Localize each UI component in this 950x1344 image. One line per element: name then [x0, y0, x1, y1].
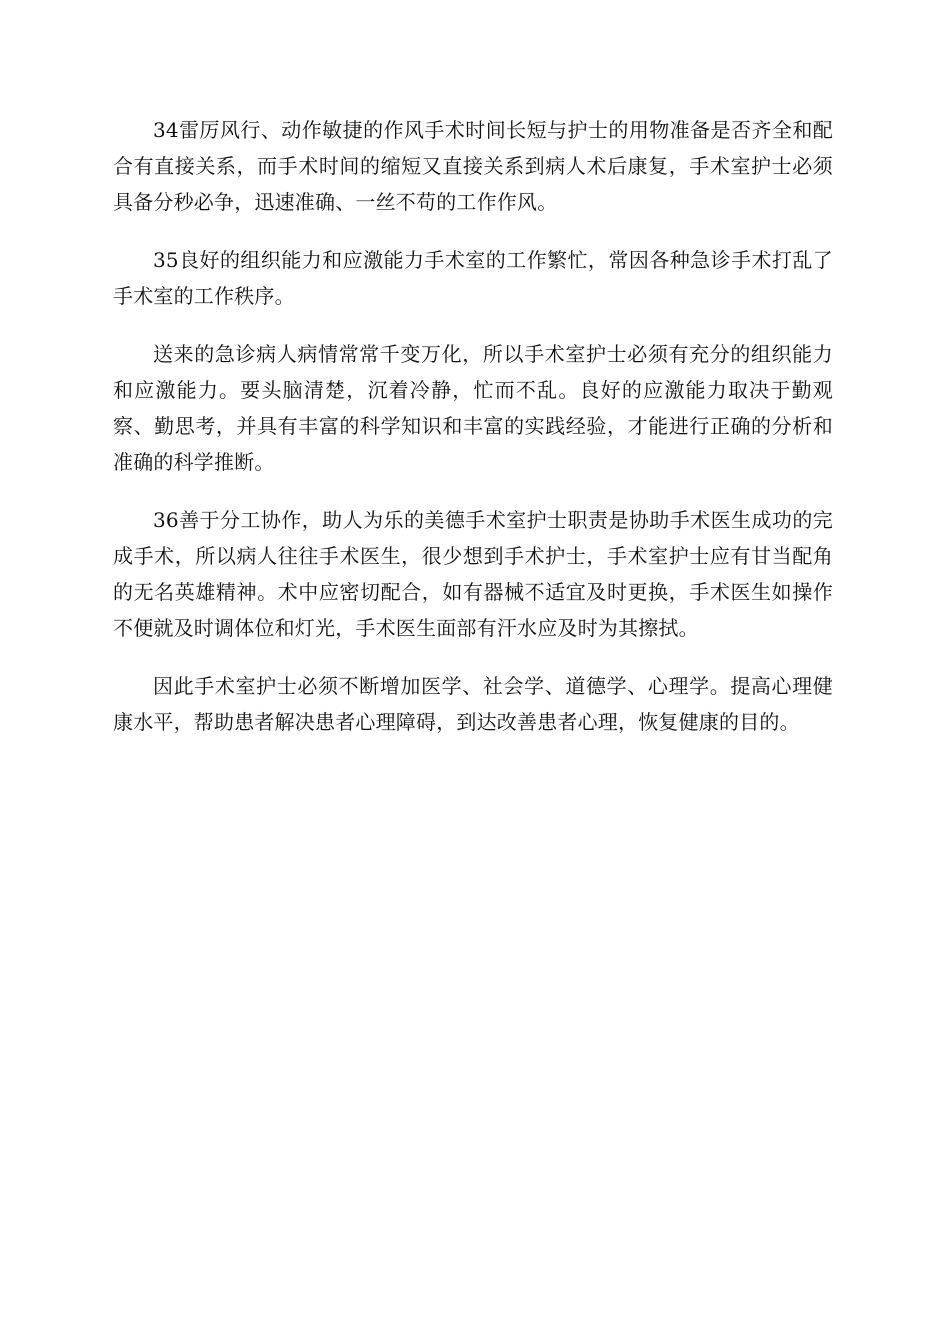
- paragraph-emergency: 送来的急诊病人病情常常千变万化，所以手术室护士必须有充分的组织能力和应激能力。要头脑清楚，沉着冷静，忙而不乱。良好的应激能力取决于勤观察、勤思考，并具有丰富的科学知识和丰富的实践经验，才能进行正确的分析和准确的科学推断。: [113, 342, 833, 474]
- paragraph-34: 34雷厉风行、动作敏捷的作风手术时间长短与护士的用物准备是否齐全和配合有直接关系，而手术时间的缩短又直接关系到病人术后康复，手术室护士必须具备分秒必争，迅速准确、一丝不苟的工作作风。: [113, 118, 833, 214]
- document-body: [113, 112, 833, 762]
- paragraph-35: 35良好的组织能力和应激能力手术室的工作繁忙，常因各种急诊手术打乱了手术室的工作秩序。: [113, 248, 833, 308]
- paragraph-36: 36善于分工协作，助人为乐的美德手术室护士职责是协助手术医生成功的完成手术，所以病人往往手术医生，很少想到手术护士，手术室护士应有甘当配角的无名英雄精神。术中应密切配合，如有器械不适宜及时更换，手术医生如操作不便就及时调体位和灯光，手术医生面部有汗水应及时为其擦拭。: [113, 508, 833, 640]
- paragraph-conclusion: 因此手术室护士必须不断增加医学、社会学、道德学、心理学。提高心理健康水平，帮助患者解决患者心理障碍，到达改善患者心理，恢复健康的目的。: [113, 674, 833, 734]
